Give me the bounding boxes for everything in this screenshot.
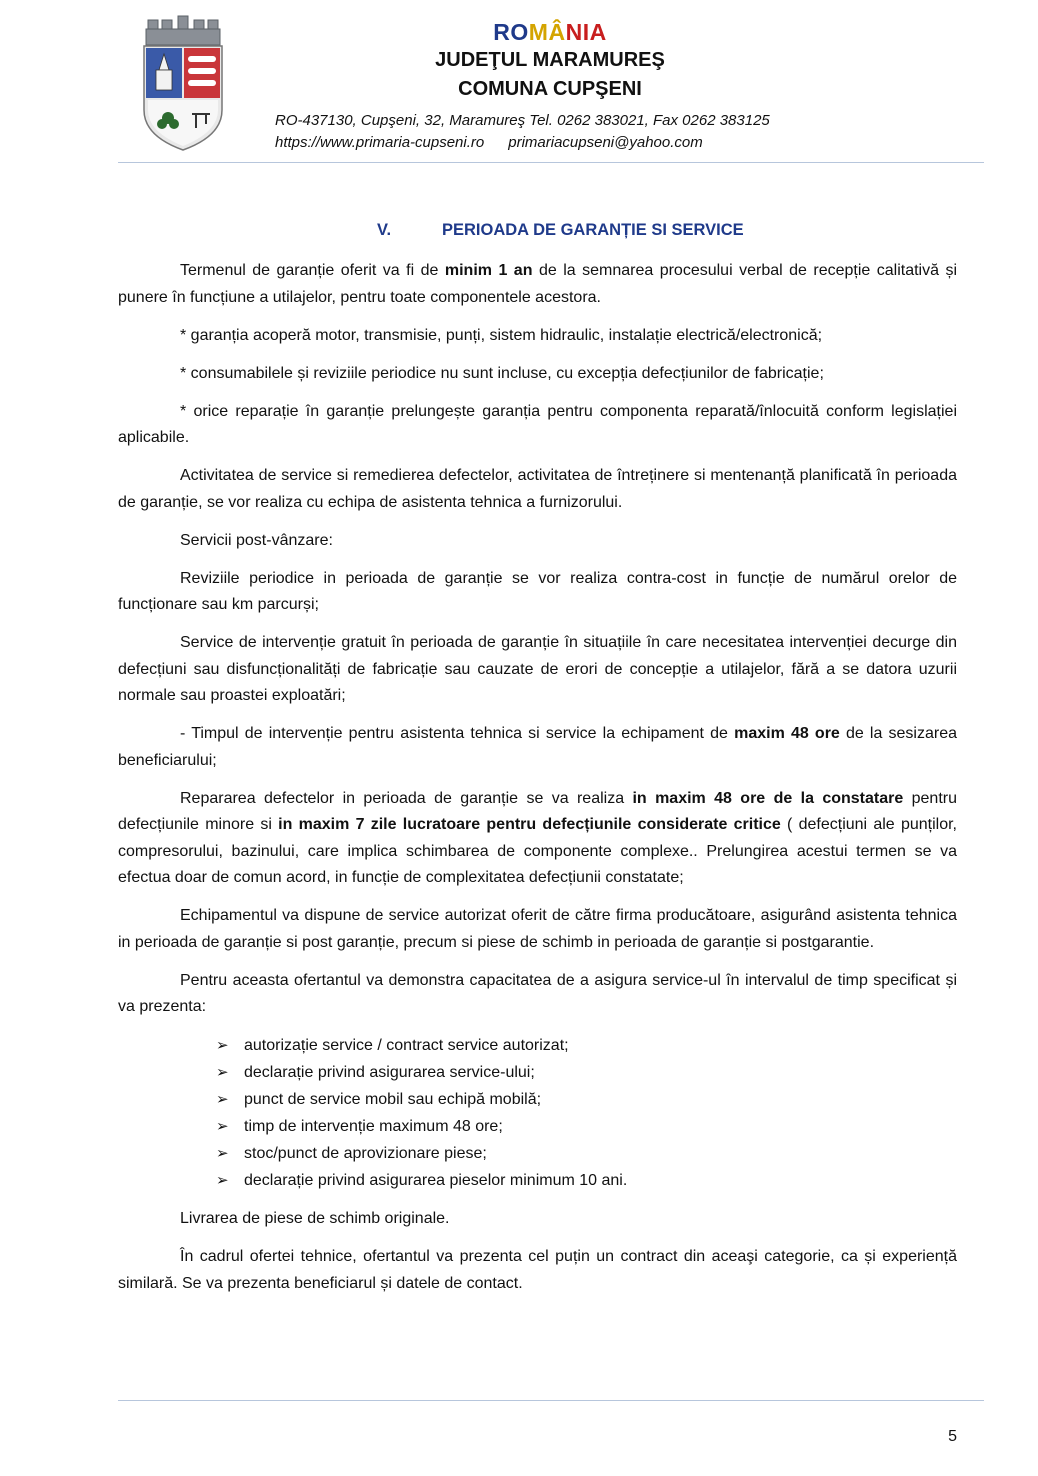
county-name: JUDEŢUL MARAMUREŞ	[435, 49, 665, 71]
footer-divider	[118, 1400, 984, 1401]
website-link[interactable]: https://www.primaria-cupseni.ro	[275, 134, 485, 151]
document-body	[118, 258, 957, 1309]
paragraph: * garanția acoperă motor, transmisie, punți, sistem hidraulic, instalație electrică/electronică;	[180, 326, 823, 344]
page-number: 5	[948, 1428, 957, 1445]
paragraph: În cadrul ofertei tehnice, ofertantul va prezenta cel puțin un contract din aceaşi categorie, ca și experiență similară. Se va prezenta beneficiarul și datele de contact.	[118, 1248, 957, 1292]
arrow-bullet-icon: ➢	[216, 1145, 229, 1162]
coat-of-arms-logo	[136, 14, 230, 154]
paragraph: Pentru aceasta ofertantul va demonstra capacitatea de a asigura service-ul în intervalul de timp specificat și va prezenta:	[118, 971, 957, 1015]
arrow-bullet-icon: ➢	[216, 1091, 229, 1108]
paragraph: Service de intervenție gratuit în perioada de garanție în situațiile în care necesitatea intervenției decurge din defecțiuni sau disfuncționalități de fabricație sau cauzate de erori de concepție a utilajelor, fără a se datora uzurii normale sau proastei exploatări;	[118, 634, 957, 704]
list-item: ➢ declarație privind asigurarea service-ului;	[216, 1059, 957, 1086]
requirements-list	[118, 1032, 957, 1194]
header-divider	[118, 162, 984, 163]
web-email-line	[275, 132, 770, 154]
country-name	[260, 18, 840, 46]
paragraph: Repararea defectelor in perioada de garanție se va realiza in maxim 48 ore de la constatare pentru defecțiunile minore si in maxim 7 zile lucratoare pentru defecțiunile considerate critice ( defecțiuni ale punților, compresorului, bazinului, care implica schimbarea de componente complexe.. Prelungirea acestui termen se va efectua doar de comun acord, in funcție de complexitatea defecțiunii constatate;	[118, 789, 958, 886]
arrow-bullet-icon: ➢	[216, 1064, 229, 1081]
section-title: PERIOADA DE GARANȚIE SI SERVICE	[442, 221, 744, 239]
paragraph: Termenul de garanție oferit va fi de minim 1 an de la semnarea procesului verbal de recepție calitativă și punere în funcțiune a utilajelor, pentru toate componentele acestora.	[118, 262, 958, 306]
paragraph: Activitatea de service si remedierea defectelor, activitatea de întreținere si mentenanță planificată în perioada de garanție, se vor realiza cu echipa de asistenta tehnica a furnizorului.	[118, 467, 957, 511]
arrow-bullet-icon: ➢	[216, 1037, 229, 1054]
arrow-bullet-icon: ➢	[216, 1172, 229, 1189]
list-item: ➢ punct de service mobil sau echipă mobilă;	[216, 1086, 957, 1113]
paragraph: Servicii post-vânzare:	[180, 531, 333, 549]
letterhead	[260, 18, 840, 104]
paragraph: Livrarea de piese de schimb originale.	[180, 1210, 450, 1227]
paragraph: - Timpul de intervenție pentru asistenta tehnica si service la echipament de maxim 48 ore de la sesizarea beneficiarului;	[118, 725, 958, 769]
email-link[interactable]: primariacupseni@yahoo.com	[508, 134, 703, 151]
list-item: ➢ declarație privind asigurarea pieselor minimum 10 ani.	[216, 1167, 957, 1194]
arrow-bullet-icon: ➢	[216, 1118, 229, 1135]
paragraph: * consumabilele și reviziile periodice nu sunt incluse, cu excepția defecțiunilor de fabricație;	[180, 364, 824, 382]
list-item: ➢ stoc/punct de aprovizionare piese;	[216, 1140, 957, 1167]
country-part-red: NIA	[565, 19, 607, 45]
paragraph: Echipamentul va dispune de service autorizat oferit de către firma producătoare, asigurând asistenta tehnica in perioada de garanție si post garanție, precum si piese de schimb in perioada de garanție si postgarantie.	[118, 907, 957, 951]
list-item: ➢ autorizație service / contract service autorizat;	[216, 1032, 957, 1059]
paragraph: Reviziile periodice in perioada de garanție se vor realiza contra-cost in funcție de numărul orelor de funcționare sau km parcurși;	[118, 569, 957, 613]
commune-name: COMUNA CUPŞENI	[458, 78, 642, 100]
paragraph: * orice reparație în garanție prelungește garanția pentru componenta reparată/înlocuită conform legislației aplicabile.	[118, 402, 957, 446]
list-item: ➢ timp de intervenție maximum 48 ore;	[216, 1113, 957, 1140]
country-part-yellow: MÂ	[528, 19, 566, 45]
country-part-blue: RO	[493, 19, 529, 45]
contact-info	[275, 110, 770, 154]
address-line: RO-437130, Cupşeni, 32, Maramureş Tel. 0262 383021, Fax 0262 383125	[275, 112, 770, 129]
section-number: V.	[377, 221, 392, 239]
